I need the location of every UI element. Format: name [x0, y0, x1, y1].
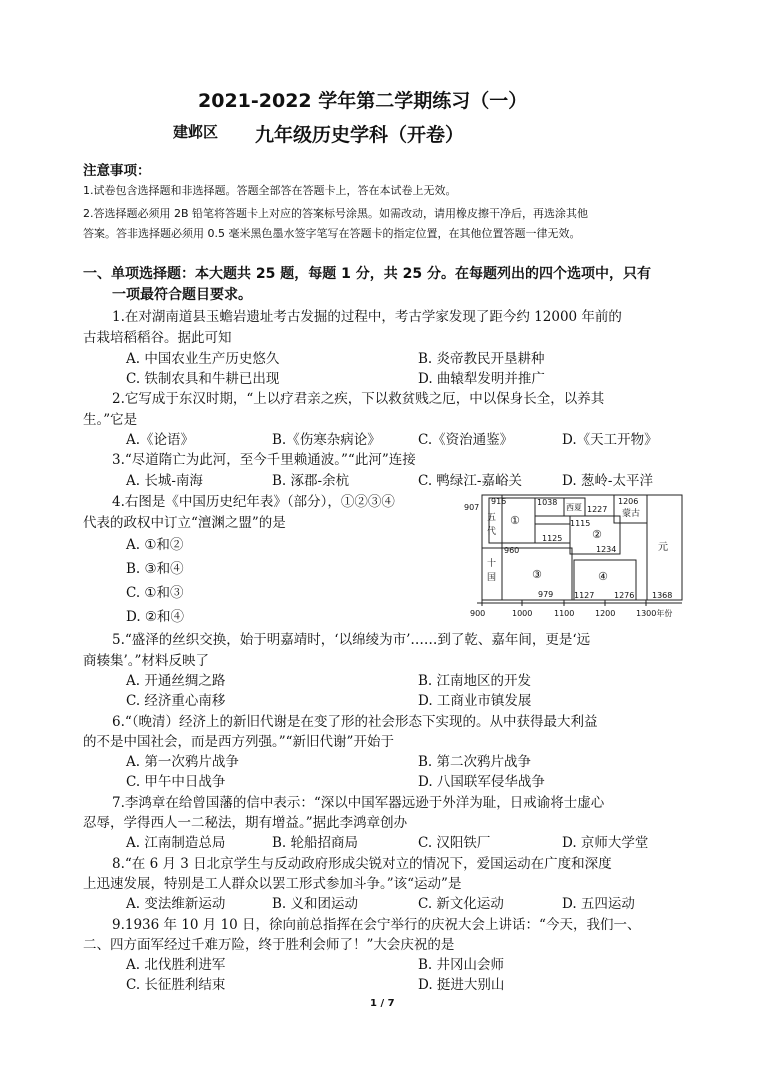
question-3-option-c: C. 鸭绿江-嘉峪关: [418, 473, 522, 489]
label-wudai-2: 代: [487, 527, 497, 537]
question-8-option-c: C. 新文化运动: [418, 896, 504, 912]
question-9-option-a: A. 北伐胜利进军: [126, 957, 226, 973]
district-label: 建邺区: [173, 123, 219, 141]
question-6-line1: 6.“（晚清）经济上的新旧代谢是在变了形的社会形态下实现的。从中获得最大利益: [112, 714, 598, 730]
label-region-3: ③: [532, 568, 542, 581]
question-4-option-c: C. ①和③: [126, 585, 184, 601]
question-9-option-c: C. 长征胜利结束: [126, 977, 226, 993]
question-4-option-b: B. ③和④: [126, 561, 184, 577]
section-heading-line1: 一、单项选择题：本大题共 25 题，每题 1 分，共 25 分。在每题列出的四个选项中，只有: [83, 266, 651, 282]
question-2-option-d: D.《天工开物》: [562, 432, 658, 448]
question-6-option-b: B. 第二次鸦片战争: [418, 754, 532, 770]
question-7-line1: 7.李鸿章在给曾国藩的信中表示：“深以中国军器远逊于外洋为耻，日戒谕将士虚心: [112, 795, 605, 811]
question-8-option-a: A. 变法维新运动: [126, 896, 226, 912]
label-region-1: ①: [510, 514, 520, 527]
question-9-option-d: D. 挺进大别山: [418, 977, 505, 993]
question-1-option-a: A. 中国农业生产历史悠久: [126, 351, 280, 367]
label-shiguo-1: 十: [487, 559, 497, 569]
year-1206: 1206: [618, 497, 639, 506]
chronology-figure: [462, 490, 688, 622]
axis-label-900: 900: [470, 609, 486, 618]
label-yuan: 元: [658, 542, 668, 553]
label-region-4: ④: [598, 570, 608, 583]
question-7-line2: 忍辱，学得西人一二秘法，期有增益。”据此李鸿章创办: [83, 815, 408, 831]
question-7-option-b: B. 轮船招商局: [272, 835, 359, 851]
label-shiguo-2: 国: [487, 573, 497, 583]
question-5-option-c: C. 经济重心南移: [126, 693, 226, 709]
exam-subtitle: 九年级历史学科（开卷）: [255, 124, 465, 146]
question-1-option-c: C. 铁制农具和牛耕已出现: [126, 371, 280, 387]
question-8-option-b: B. 义和团运动: [272, 896, 359, 912]
year-1038: 1038: [537, 498, 558, 507]
question-9-option-b: B. 井冈山会师: [418, 957, 505, 973]
question-6-line2: 的不是中国社会，而是西方列强。”“新旧代谢”开始于: [83, 734, 394, 750]
question-2-line2: 生。”它是: [83, 412, 138, 428]
year-1227: 1227: [587, 505, 608, 514]
axis-label-1000: 1000: [512, 609, 533, 618]
notice-line-3: 答案。答非选择题必须用 0.5 毫米黑色墨水签字笔写在答题卡的指定位置，在其他位置答题一律无效。: [83, 227, 581, 240]
question-8-line2: 上迅速发展，特别是工人群众以罢工形式参加斗争。”该“运动”是: [83, 876, 462, 892]
question-5-option-d: D. 工商业市镇发展: [418, 693, 532, 709]
axis-label-1100: 1100: [554, 609, 575, 618]
year-1276: 1276: [614, 591, 635, 600]
axis-label-1200: 1200: [595, 609, 616, 618]
page-number: 1 / 7: [370, 998, 395, 1009]
exam-title: 2021-2022 学年第二学期练习（一）: [198, 90, 528, 112]
question-1-line2: 古栽培稻稻谷。据此可知: [83, 330, 232, 346]
label-xixia: 西夏: [566, 503, 582, 512]
question-2-option-b: B.《伤寒杂病论》: [272, 432, 381, 448]
year-916: 916: [491, 497, 507, 506]
question-7-option-a: A. 江南制造总局: [126, 835, 226, 851]
question-4-line2: 代表的政权中订立“澶渊之盟”的是: [83, 515, 286, 531]
year-1234: 1234: [596, 545, 617, 554]
question-7-option-d: D. 京师大学堂: [562, 835, 649, 851]
question-7-option-c: C. 汉阳铁厂: [418, 835, 491, 851]
label-region-2: ②: [592, 528, 602, 541]
notice-heading: 注意事项：: [83, 163, 151, 179]
year-1115: 1115: [570, 519, 591, 528]
question-9-line2: 二、四方面军经过千难万险，终于胜利会师了！”大会庆祝的是: [83, 937, 455, 953]
question-3-option-b: B. 涿郡-余杭: [272, 473, 350, 489]
question-3-option-d: D. 葱岭-太平洋: [562, 473, 653, 489]
question-5-line1: 5.“盛泽的丝织交换，始于明嘉靖时，‘以绵绫为市’……到了乾、嘉年间，更是‘远: [112, 632, 591, 648]
question-3-option-a: A. 长城-南海: [126, 473, 203, 489]
question-8-line1: 8.“在 6 月 3 日北京学生与反动政府形成尖锐对立的情况下，爱国运动在广度和深度: [112, 856, 612, 872]
question-8-option-d: D. 五四运动: [562, 896, 635, 912]
year-1127: 1127: [574, 591, 595, 600]
year-1368: 1368: [652, 591, 673, 600]
label-wudai-1: 五: [487, 513, 497, 523]
question-1-option-d: D. 曲辕犁发明并推广: [418, 371, 545, 387]
year-979: 979: [538, 590, 554, 599]
question-6-option-a: A. 第一次鸦片战争: [126, 754, 239, 770]
question-1-line1: 1.在对湖南道县玉蟾岩遗址考古发掘的过程中，考古学家发现了距今约 12000 年前的: [112, 309, 622, 325]
question-4-line1: 4.右图是《中国历史纪年表》（部分），①②③④: [112, 494, 395, 510]
question-5-option-b: B. 江南地区的开发: [418, 673, 532, 689]
question-9-line1: 9.1936 年 10 月 10 日，徐向前总指挥在会宁举行的庆祝大会上讲话：“今天，我们一、: [112, 917, 641, 933]
axis-label-1300: 1300年份: [636, 609, 673, 618]
section-heading-line2: 一项最符合题目要求。: [112, 287, 252, 303]
label-menggu: 蒙古: [622, 509, 641, 519]
year-907: 907: [464, 503, 480, 512]
question-3-line1: 3.“尽道隋亡为此河，至今千里赖通波。”“此河”连接: [112, 452, 416, 468]
question-2-option-c: C.《资治通鉴》: [418, 432, 514, 448]
year-960: 960: [504, 546, 520, 555]
question-2-line1: 2.它写成于东汉时期，“上以疗君亲之疾，下以救贫贱之厄，中以保身长全，以养其: [112, 391, 605, 407]
question-4-option-a: A. ①和②: [126, 537, 184, 553]
question-5-option-a: A. 开通丝绸之路: [126, 673, 226, 689]
question-6-option-d: D. 八国联军侵华战争: [418, 774, 545, 790]
year-1125: 1125: [542, 534, 563, 543]
notice-line-1: 1.试卷包含选择题和非选择题。答题全部答在答题卡上，答在本试卷上无效。: [83, 184, 457, 197]
question-5-line2: 商辏集’。”材料反映了: [83, 653, 209, 669]
question-4-option-d: D. ②和④: [126, 609, 185, 625]
notice-line-2: 2.答选择题必须用 2B 铅笔将答题卡上对应的答案标号涂黑。如需改动，请用橡皮擦干净后，再选涂其他: [83, 207, 589, 220]
question-6-option-c: C. 甲午中日战争: [126, 774, 226, 790]
question-1-option-b: B. 炎帝教民开垦耕种: [418, 351, 545, 367]
question-2-option-a: A.《论语》: [126, 432, 195, 448]
